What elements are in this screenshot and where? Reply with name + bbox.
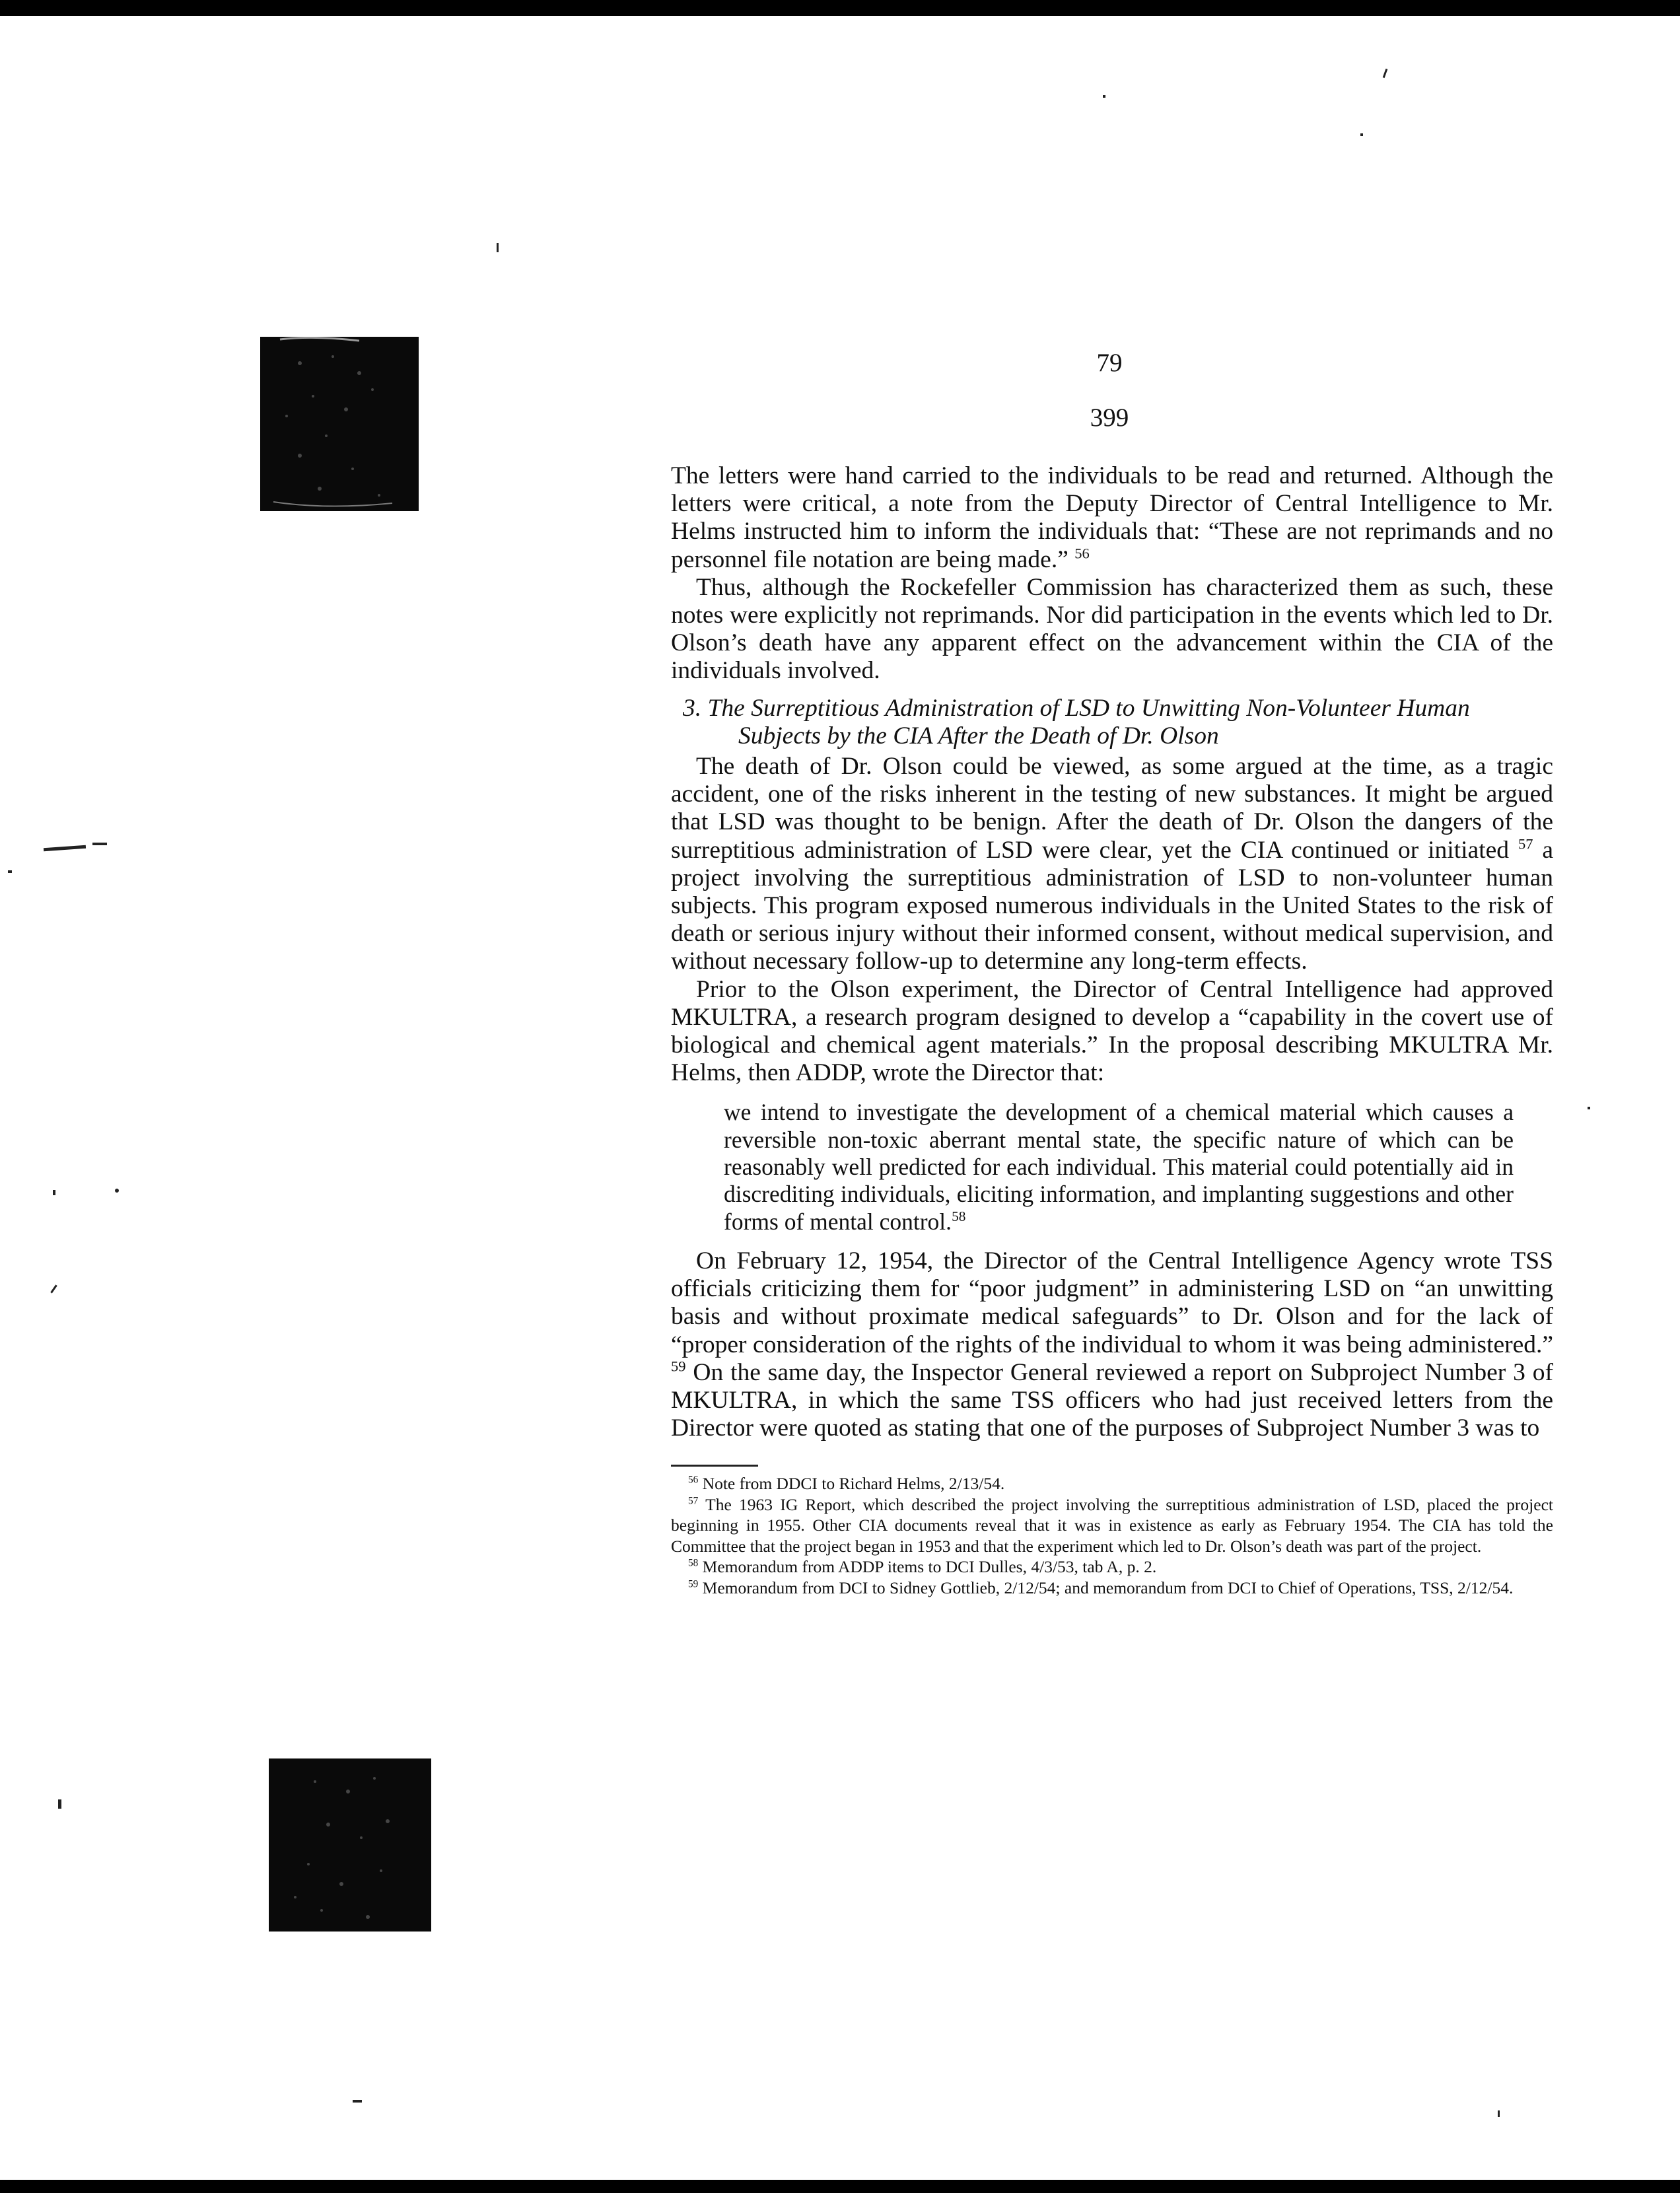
scan-bottom-border bbox=[0, 2180, 1680, 2193]
footnote bbox=[671, 1578, 1553, 1599]
footnote-mark: 58 bbox=[688, 1557, 699, 1569]
paragraph-text: On the same day, the Inspector General reviewed a report on Subproject Number 3 of MKULTRA, in which the same TSS officers who had just received letters from the Director were quoted as stating that one of the purposes of Subproject Number 3 was to bbox=[671, 1358, 1554, 1442]
section-heading: 3. The Surreptitious Administration of LSD to Unwitting Non-Volunteer Human Subjects by the CIA After the Death of Dr. Olson bbox=[683, 694, 1470, 749]
footnote-mark: 59 bbox=[688, 1578, 699, 1590]
scan-speck bbox=[44, 845, 86, 851]
footnote bbox=[671, 1473, 1553, 1494]
scan-speck bbox=[353, 2100, 362, 2103]
scan-speck bbox=[1588, 1107, 1590, 1109]
scan-speck bbox=[92, 843, 107, 845]
footnote bbox=[671, 1494, 1553, 1557]
scan-speck bbox=[1498, 2110, 1500, 2117]
footnote-ref: 59 bbox=[671, 1358, 686, 1375]
footnote-text: Note from DDCI to Richard Helms, 2/13/54. bbox=[702, 1474, 1005, 1494]
body-paragraph bbox=[671, 1247, 1553, 1442]
paragraph-text: a project involving the surreptitious administration of LSD to non-volunteer human subjects. This program exposed numerous individuals in the United States to the risk of death or serious injury without their informed consent, without medical supervision, and without necessary follow-up to determine any long-term effects. bbox=[671, 836, 1554, 975]
scan-artifact-block bbox=[269, 1758, 431, 1932]
footnote-mark: 57 bbox=[688, 1495, 699, 1507]
document-body bbox=[671, 462, 1553, 1598]
scan-speck bbox=[53, 1190, 55, 1195]
footnote-text: Memorandum from DCI to Sidney Gottlieb, 2/12/54; and memorandum from DCI to Chief of Operations, TSS, 2/12/54. bbox=[702, 1578, 1514, 1597]
scan-speck bbox=[1360, 133, 1363, 136]
scan-speck bbox=[497, 243, 499, 252]
quote-text: we intend to investigate the development of a chemical material which causes a reversible non-toxic aberrant mental state, the specific nature of which can be reasonably well predicted for each individual. This material could potentially aid in discrediting individuals, eliciting information, and implanting suggestions and other forms of mental control. bbox=[724, 1099, 1514, 1235]
footnote-divider bbox=[671, 1465, 758, 1467]
scan-artifact-block bbox=[260, 337, 419, 511]
original-page-number: 399 bbox=[1090, 403, 1129, 432]
scan-top-border bbox=[0, 0, 1680, 16]
body-paragraph bbox=[671, 462, 1553, 574]
scan-speck bbox=[1383, 69, 1388, 78]
footnote-text: Memorandum from ADDP items to DCI Dulles, 4/3/53, tab A, p. 2. bbox=[702, 1557, 1157, 1577]
footnote-ref: 57 bbox=[1518, 835, 1533, 853]
paragraph-text: On February 12, 1954, the Director of the Central Intelligence Agency wrote TSS officials criticizing them for “poor judgment” in administering LSD on “an unwitting basis and without proximate medical safeguards” to Dr. Olson and for the lack of “proper consideration of the rights of the individual to whom it was being administered.” bbox=[671, 1247, 1553, 1358]
paragraph-text: The letters were hand carried to the individuals to be read and returned. Although the letters were critical, a note from the Deputy Director of Central Intelligence to Mr. Helms instructed him to inform the individuals that: “These are not reprimands and no personnel file notation are being made.” bbox=[671, 462, 1553, 573]
scan-speck bbox=[50, 1284, 57, 1293]
footnote-text: The 1963 IG Report, which described the project involving the surreptitious administration of LSD, placed the project beginning in 1955. Other CIA documents reveal that it was in existence as early as February 1954. The CIA has told the Committee that the project began in 1953 and that the experiment which led to Dr. Olson’s death was part of the project. bbox=[671, 1494, 1553, 1556]
scan-speck bbox=[8, 870, 12, 873]
footnote-ref: 56 bbox=[1074, 545, 1090, 562]
footnote-mark: 56 bbox=[688, 1474, 699, 1486]
scan-speck bbox=[115, 1189, 119, 1193]
scan-speck bbox=[1103, 95, 1105, 98]
block-quote bbox=[724, 1099, 1514, 1235]
page-number: 79 bbox=[1096, 349, 1123, 377]
body-paragraph: Thus, although the Rockefeller Commission has characterized them as such, these notes were explicitly not reprimands. Nor did participation in the events which led to Dr. Olson’s death have any apparent effect on the advancement within the CIA of the individuals involved. bbox=[671, 573, 1553, 685]
body-paragraph: Prior to the Olson experiment, the Director of Central Intelligence had approved MKULTRA, a research program designed to develop a “capability in the covert use of biological and chemical agent materials.” In the proposal describing MKULTRA Mr. Helms, then ADDP, wrote the Director that: bbox=[671, 975, 1553, 1087]
footnote-ref: 58 bbox=[952, 1208, 966, 1224]
scan-speck bbox=[58, 1799, 61, 1809]
footnote bbox=[671, 1556, 1553, 1578]
body-paragraph bbox=[671, 753, 1553, 976]
paragraph-text: The death of Dr. Olson could be viewed, as some argued at the time, as a tragic accident, one of the risks inherent in the testing of new substances. It might be argued that LSD was thought to be benign. After the death of Dr. Olson the dangers of the surreptitious administration of LSD were clear, yet the CIA continued or initiated bbox=[671, 753, 1553, 864]
